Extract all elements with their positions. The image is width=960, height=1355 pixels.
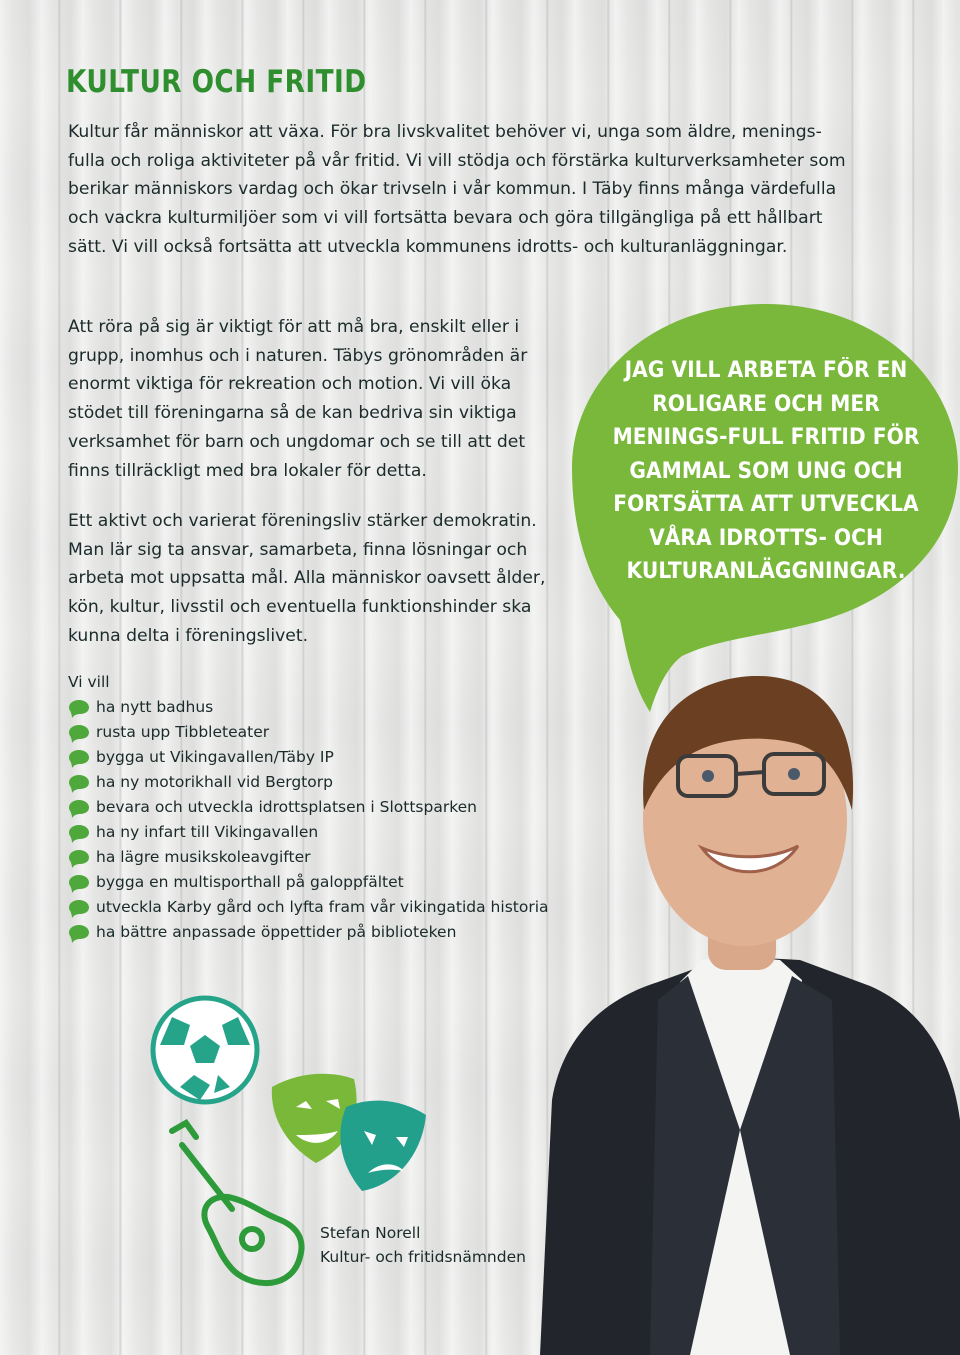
list-item-text: bygga ut Vikingavallen/Täby IP xyxy=(96,748,334,766)
list-item xyxy=(68,745,549,770)
list-item xyxy=(68,820,549,845)
speech-bullet-icon xyxy=(68,824,90,844)
speech-bullet-icon xyxy=(68,874,90,894)
list-item xyxy=(68,845,549,870)
caption-name: Stefan Norell xyxy=(320,1224,421,1242)
list-item xyxy=(68,695,549,720)
soccer-ball-icon xyxy=(153,998,257,1102)
list-item-text: ha ny motorikhall vid Bergtorp xyxy=(96,773,333,791)
list-item-text: bevara och utveckla idrottsplatsen i Slottsparken xyxy=(96,798,477,816)
vi-vill-list xyxy=(68,695,549,945)
guitar-icon xyxy=(172,1123,302,1283)
list-item-text: bygga en multisporthall på galoppfältet xyxy=(96,873,404,891)
vi-vill-label: Vi vill xyxy=(68,673,110,691)
list-item xyxy=(68,895,549,920)
list-item-text: ha ny infart till Vikingavallen xyxy=(96,823,319,841)
theater-masks-icon xyxy=(272,1074,426,1191)
speech-bullet-icon xyxy=(68,849,90,869)
speech-bullet-icon xyxy=(68,924,90,944)
quote-text: JAG VILL ARBETA FÖR EN ROLIGARE OCH MER MENINGS-FULL FRITID FÖR GAMMAL SOM UNG OCH FORTSÄTTA ATT UTVECKLA VÅRA IDROTTS- OCH KULTURANLÄGGNINGAR. xyxy=(612,358,920,584)
list-item xyxy=(68,920,549,945)
caption-role: Kultur- och fritidsnämnden xyxy=(320,1248,526,1266)
list-item xyxy=(68,770,549,795)
list-item-text: ha nytt badhus xyxy=(96,698,214,716)
list-item-text: ha lägre musikskoleavgifter xyxy=(96,848,311,866)
speech-bullet-icon xyxy=(68,774,90,794)
speech-bullet-icon xyxy=(68,724,90,744)
list-item xyxy=(68,720,549,745)
list-item-text: ha bättre anpassade öppettider på biblioteken xyxy=(96,923,457,941)
speech-bullet-icon xyxy=(68,799,90,819)
speech-bullet-icon xyxy=(68,749,90,769)
speech-bullet-icon xyxy=(68,899,90,919)
speech-bullet-icon xyxy=(68,699,90,719)
list-item-text: rusta upp Tibbleteater xyxy=(96,723,270,741)
list-item-text: utveckla Karby gård och lyfta fram vår vikingatida historia xyxy=(96,898,549,916)
list-item xyxy=(68,870,549,895)
list-item xyxy=(68,795,549,820)
exercise-paragraph: Att röra på sig är viktigt för att må bra, enskilt eller i grupp, inomhus och i naturen. Täbys grönområden är enormt viktiga för rekreation och motion. Vi vill öka stödet till föreningarna så de kan bedriva sin viktiga verksamhet för barn och ungdomar och se till att det finns tillräckligt med bra lokaler för detta. xyxy=(68,317,528,481)
portrait-photo xyxy=(540,660,960,1355)
intro-paragraph: Kultur får människor att växa. För bra livskvalitet behöver vi, unga som äldre, menings-fulla och roliga aktiviteter på vår fritid. Vi vill stödja och förstärka kulturverksamheter som berikar människors vardag och ökar trivseln i vår kommun. I Täby finns många värdefulla och vackra kulturmiljöer som vi vill fortsätta bevara och göra tillgängliga på ett hållbart sätt. Vi vill också fortsätta att utveckla kommunens idrotts- och kulturanläggningar. xyxy=(68,122,846,257)
page-title: KULTUR OCH FRITID xyxy=(66,64,367,100)
association-paragraph: Ett aktivt och varierat föreningsliv stärker demokratin. Man lär sig ta ansvar, samarbeta, finna lösningar och arbeta mot uppsatta mål. Alla människor oavsett ålder, kön, kultur, livsstil och eventuella funktionshinder ska kunna delta i föreningslivet. xyxy=(68,511,546,646)
